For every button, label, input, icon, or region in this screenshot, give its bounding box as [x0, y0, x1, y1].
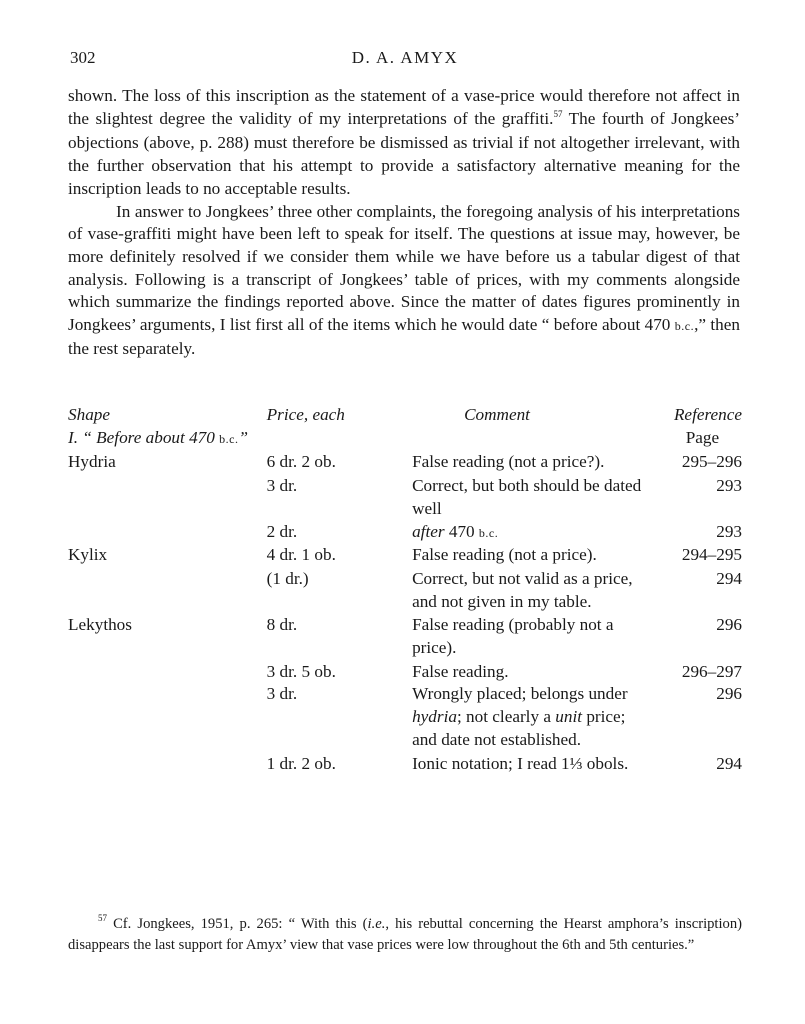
- footnote-ref[interactable]: 57: [553, 108, 563, 119]
- footnote-marker: 57: [98, 913, 107, 923]
- table-row: 1 dr. 2 ob. Ionic notation; I read 1⅓ obols. 294: [266, 753, 742, 773]
- header-price: Price, each: [266, 405, 345, 424]
- table-header-row: [68, 404, 742, 427]
- table-row: 3 dr. Correct, but both should be dated well 293: [266, 476, 742, 518]
- section-label: I. “ Before about 470 b.c.”: [68, 427, 249, 447]
- page-label: Page: [685, 427, 720, 447]
- body-text: [68, 85, 740, 360]
- table-row: Hydria 6 dr. 2 ob. False reading (not a price?). 295–296: [68, 452, 742, 472]
- header-shape: Shape: [68, 405, 111, 424]
- header-comment: Comment: [464, 405, 530, 424]
- table-row: 3 dr. Wrongly placed; belongs under hydria; not clearly a unit price; and date not established. 296: [266, 684, 742, 749]
- paragraph-2: In answer to Jongkees’ three other complaints, the foregoing analysis of his interpretations of vase-graffiti might have been left to speak for itself. The questions at issue may, however, be more definitely resolved if we consider them while we have before us a tabular digest of that analysis. Following is a transcript of Jongkees’ table of prices, with my comments alongside which summarize the findings reported above. Since the matter of dates figures prominently in Jongkees’ arguments, I list first all of the items which he would date “ before about 470 b.c.,” then the rest separately.: [68, 201, 740, 358]
- price-table: [68, 404, 742, 775]
- footnote-57: $^{57}$ Cf. Jongkees, 1951, p. 265: “ With this (i.e., his rebuttal concerning the Hearst amphora’s inscription) disappears the last support for Amyx’ view that vase prices were low throughout the 6th and 5th centuries.”: [68, 913, 742, 953]
- section-row: [68, 427, 742, 451]
- page-number: 302: [70, 48, 96, 67]
- table-row: Kylix 4 dr. 1 ob. False reading (not a price). 294–295: [68, 545, 742, 565]
- table-row: Lekythos 8 dr. False reading (probably not a price). 296: [68, 615, 742, 658]
- table-row: (1 dr.) Correct, but not valid as a price, and not given in my table. 294: [266, 568, 742, 611]
- table-row: 2 dr. after 470 b.c. 293: [266, 521, 742, 541]
- header-reference: Reference: [673, 405, 742, 424]
- table-row: 3 dr. 5 ob. False reading. 296–297: [266, 661, 742, 681]
- page-header: [70, 48, 740, 72]
- paragraph-1: shown. The loss of this inscription as the statement of a vase-price would therefore not affect in the slightest degree the validity of my interpretations of the graffiti.$^{57}$ The fourth of Jongkees’ objections (above, p. 288) must therefore be dismissed as trivial if not altogether irrelevant, with the further observation that his attempt to provide a satisfactory alternative meaning for the inscription leads to no acceptable results.: [68, 86, 741, 198]
- running-head: D. A. AMYX: [351, 48, 459, 67]
